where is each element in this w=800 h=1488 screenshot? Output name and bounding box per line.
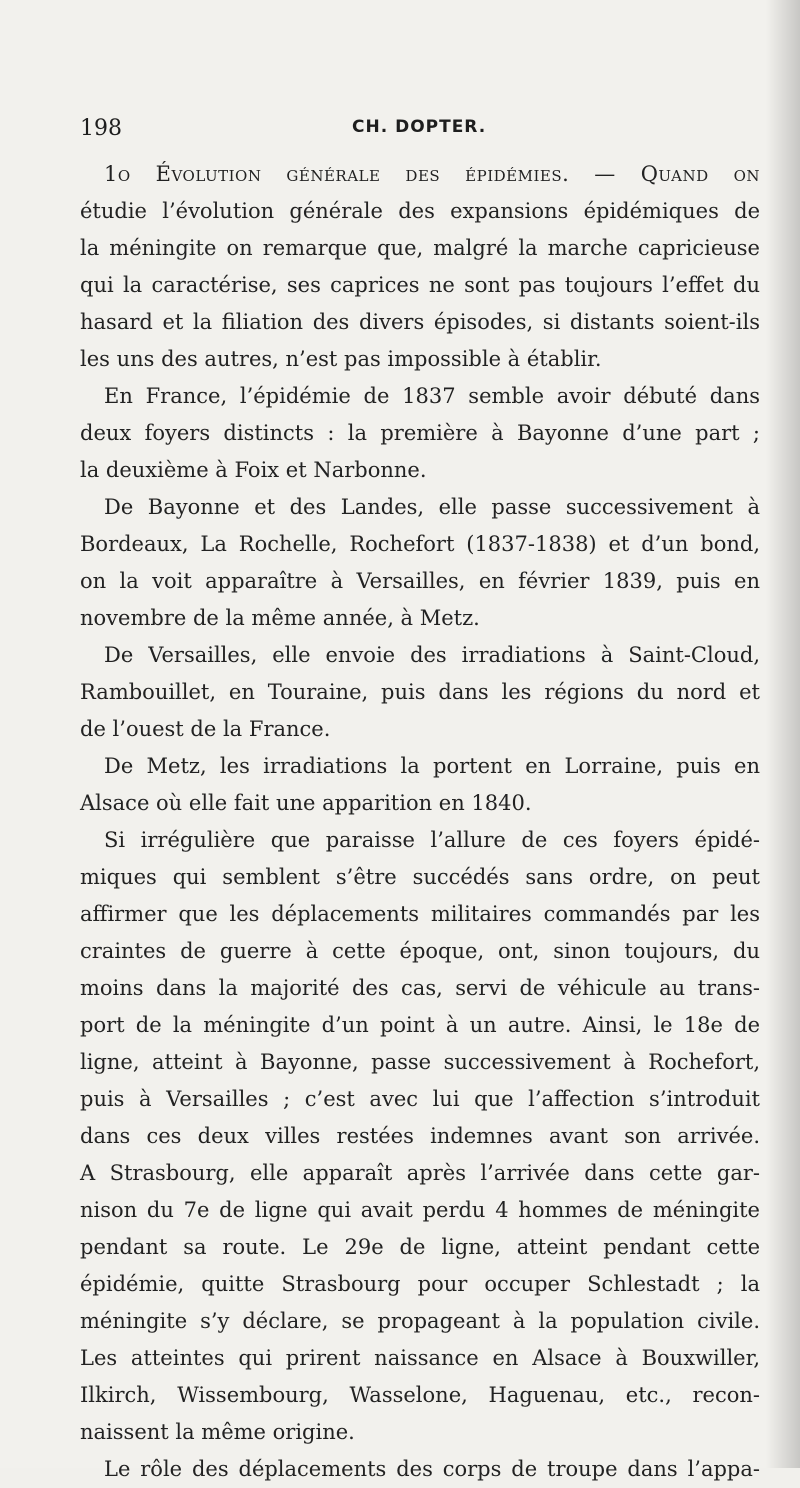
text-line: étudie l’évolution générale des expansions épidémiques de xyxy=(80,199,760,223)
text-line: affirmer que les déplacements militaires commandés par les xyxy=(80,902,760,926)
page-number: 198 xyxy=(80,116,122,141)
text-line: miques qui semblent s’être succédés sans ordre, on peut xyxy=(80,865,760,889)
text-line: puis à Versailles ; c’est avec lui que l’affection s’introduit xyxy=(80,1087,760,1111)
text-line: Les atteintes qui prirent naissance en Alsace à Bouxwiller, xyxy=(80,1346,760,1370)
page-header xyxy=(80,116,760,146)
text-line: De Metz, les irradiations la portent en Lorraine, puis en xyxy=(104,754,760,778)
text-line: deux foyers distincts : la première à Bayonne d’une part ; xyxy=(80,421,760,445)
text-line: qui la caractérise, ses caprices ne sont pas toujours l’effet du xyxy=(80,273,760,297)
text-line: Si irrégulière que paraisse l’allure de ces foyers épidé- xyxy=(104,828,760,852)
text-line: En France, l’épidémie de 1837 semble avoir débuté dans xyxy=(104,384,760,408)
text-line: Ilkirch, Wissembourg, Wasselone, Haguenau, etc., recon- xyxy=(80,1383,760,1407)
text-line: méningite s’y déclare, se propageant à la population civile. xyxy=(80,1309,760,1333)
body-text xyxy=(80,156,760,1488)
text-line: on la voit apparaître à Versailles, en février 1839, puis en xyxy=(80,569,760,593)
text-line: la méningite on remarque que, malgré la marche capricieuse xyxy=(80,236,760,260)
text-line: craintes de guerre à cette époque, ont, sinon toujours, du xyxy=(80,939,760,963)
text-line: hasard et la filiation des divers épisodes, si distants soient-ils xyxy=(80,310,760,334)
text-line: De Versailles, elle envoie des irradiations à Saint-Cloud, xyxy=(104,643,760,667)
text-line: ligne, atteint à Bayonne, passe successivement à Rochefort, xyxy=(80,1050,760,1074)
text-line: novembre de la même année, à Metz. xyxy=(80,606,480,630)
text-line: pendant sa route. Le 29e de ligne, atteint pendant cette xyxy=(80,1235,760,1259)
text-line: naissent la même origine. xyxy=(80,1420,355,1444)
text-line: nison du 7e de ligne qui avait perdu 4 hommes de méningite xyxy=(80,1198,760,1222)
running-head: CH. DOPTER. xyxy=(352,117,487,137)
text-line: Rambouillet, en Touraine, puis dans les régions du nord et xyxy=(80,680,760,704)
text-line: moins dans la majorité des cas, servi de véhicule au trans- xyxy=(80,976,760,1000)
text-line: dans ces deux villes restées indemnes avant son arrivée. xyxy=(80,1124,760,1148)
text-line: Le rôle des déplacements des corps de troupe dans l’appa- xyxy=(104,1457,760,1481)
text-line: les uns des autres, n’est pas impossible à établir. xyxy=(80,347,602,371)
text-line: la deuxième à Foix et Narbonne. xyxy=(80,458,427,482)
text-line: A Strasbourg, elle apparaît après l’arrivée dans cette gar- xyxy=(80,1161,760,1185)
text-line: port de la méningite d’un point à un autre. Ainsi, le 18e de xyxy=(80,1013,760,1037)
text-line: De Bayonne et des Landes, elle passe successivement à xyxy=(104,495,760,519)
text-line: 1o Évolution générale des épidémies. — Quand on xyxy=(104,162,760,186)
text-line: de l’ouest de la France. xyxy=(80,717,331,741)
page-edge-shadow xyxy=(766,0,800,1468)
text-line: épidémie, quitte Strasbourg pour occuper Schlestadt ; la xyxy=(80,1272,760,1296)
text-line: Bordeaux, La Rochelle, Rochefort (1837-1838) et d’un bond, xyxy=(80,532,760,556)
text-line: Alsace où elle fait une apparition en 1840. xyxy=(80,791,532,815)
